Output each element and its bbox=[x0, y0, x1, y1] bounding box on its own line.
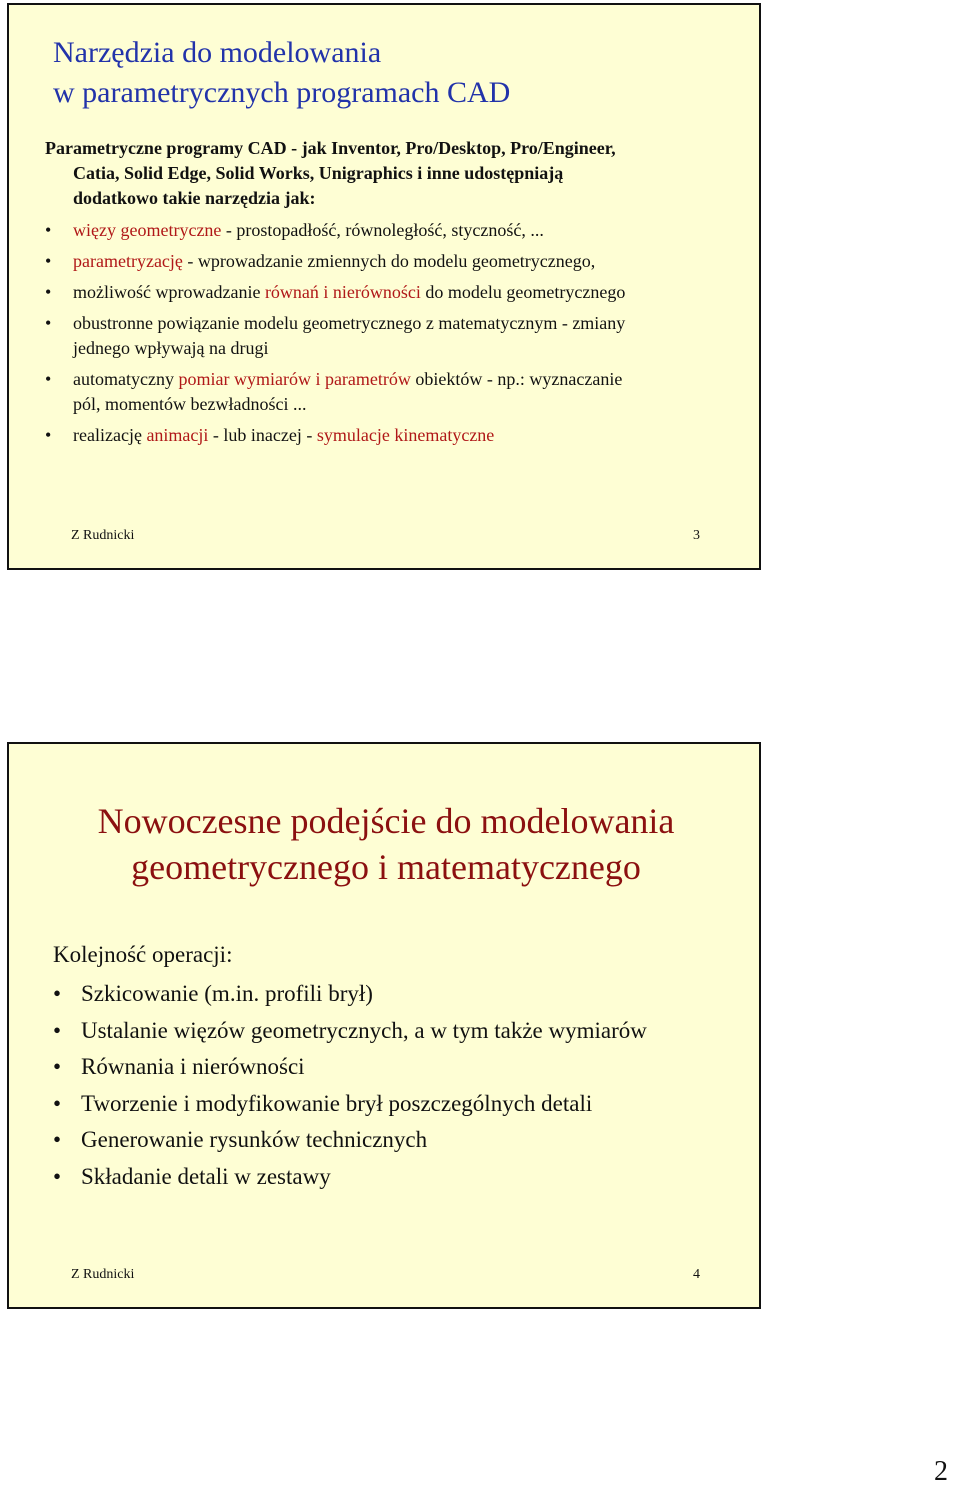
footer-author: Z Rudnicki bbox=[71, 528, 135, 543]
slide-3-title bbox=[53, 33, 510, 113]
bullet-highlight: równań i nierówności bbox=[264, 282, 421, 302]
slide-4-title bbox=[9, 798, 763, 890]
bullet-text: Tworzenie i modyfikowanie brył poszczególnych detali bbox=[81, 1090, 593, 1116]
bullet-text: Równania i nierówności bbox=[81, 1054, 305, 1079]
bullet-highlight: symulacje kinematyczne bbox=[316, 425, 495, 445]
list-item bbox=[45, 249, 745, 274]
bullet-text: pól, momentów bezwładności ... bbox=[73, 394, 307, 414]
slide-3-intro-line-2: Catia, Solid Edge, Solid Works, Unigraphics i inne udostępniają bbox=[73, 163, 564, 183]
bullet-icon: • bbox=[45, 425, 52, 445]
slide-4 bbox=[7, 742, 761, 1309]
list-item bbox=[45, 367, 745, 417]
bullet-text: jednego wpływają na drugi bbox=[73, 338, 269, 358]
bullet-icon: • bbox=[53, 1127, 62, 1152]
bullet-text: - prostopadłość, równoległość, styczność, ... bbox=[221, 220, 544, 240]
list-item bbox=[53, 1086, 647, 1123]
list-item bbox=[45, 311, 745, 361]
bullet-icon: • bbox=[45, 369, 52, 389]
list-item bbox=[53, 1049, 647, 1086]
bullet-highlight: pomiar wymiarów i parametrów bbox=[178, 369, 411, 389]
bullet-text: - wprowadzanie zmiennych do modelu geometrycznego, bbox=[182, 251, 596, 271]
slide-3-bullet-list bbox=[45, 218, 745, 454]
list-item bbox=[53, 1159, 647, 1196]
slide-4-title-line-2: geometrycznego i matematycznego bbox=[131, 847, 641, 887]
bullet-text: Składanie detali w zestawy bbox=[81, 1163, 331, 1189]
footer-author: Z Rudnicki bbox=[71, 1267, 135, 1282]
bullet-text: realizację bbox=[73, 425, 147, 445]
bullet-icon: • bbox=[53, 981, 62, 1006]
bullet-icon: • bbox=[45, 251, 52, 271]
bullet-icon: • bbox=[45, 220, 52, 240]
bullet-text: obiektów - np.: wyznaczanie bbox=[410, 369, 623, 389]
bullet-icon: • bbox=[53, 1090, 62, 1116]
bullet-highlight: animacji bbox=[146, 425, 209, 445]
bullet-text: - lub inaczej - bbox=[208, 425, 317, 445]
bullet-text: możliwość wprowadzanie bbox=[73, 282, 265, 302]
slide-3-title-line-2: w parametrycznych programach CAD bbox=[53, 76, 511, 109]
list-item bbox=[45, 218, 745, 243]
slide-3 bbox=[7, 3, 761, 570]
slide-4-bullet-list bbox=[53, 976, 647, 1195]
bullet-text: Szkicowanie (m.in. profili brył) bbox=[81, 981, 373, 1006]
list-item bbox=[53, 1122, 647, 1159]
list-item bbox=[45, 280, 745, 305]
slide-3-title-line-1: Narzędzia do modelowania bbox=[53, 36, 382, 69]
slide-3-intro-line-1: Parametryczne programy CAD - jak Inventor, Pro/Desktop, Pro/Engineer, bbox=[45, 138, 616, 158]
bullet-text: automatyczny bbox=[73, 369, 179, 389]
slide-3-intro-line-3: dodatkowo takie narzędzia jak: bbox=[73, 188, 316, 208]
list-item bbox=[53, 1013, 647, 1050]
bullet-icon: • bbox=[53, 1054, 62, 1079]
bullet-icon: • bbox=[45, 282, 52, 302]
slide-3-intro bbox=[45, 136, 735, 211]
bullet-icon: • bbox=[45, 313, 52, 333]
bullet-text: obustronne powiązanie modelu geometrycznego z matematycznym - zmiany bbox=[73, 313, 626, 333]
slide-number: 3 bbox=[693, 528, 700, 543]
slide-4-title-line-1: Nowoczesne podejście do modelowania bbox=[97, 801, 675, 841]
list-item bbox=[53, 976, 647, 1013]
bullet-icon: • bbox=[53, 1017, 62, 1043]
page-number: 2 bbox=[934, 1456, 948, 1487]
bullet-icon: • bbox=[53, 1163, 62, 1189]
list-item bbox=[45, 423, 745, 448]
bullet-text: Generowanie rysunków technicznych bbox=[81, 1127, 428, 1152]
bullet-text: Ustalanie więzów geometrycznych, a w tym także wymiarów bbox=[81, 1017, 647, 1043]
bullet-highlight: parametryzację bbox=[73, 251, 183, 271]
slide-4-intro: Kolejność operacji: bbox=[53, 942, 233, 967]
bullet-text: do modelu geometrycznego bbox=[420, 282, 626, 302]
slide-number: 4 bbox=[693, 1267, 700, 1282]
bullet-highlight: więzy geometryczne bbox=[73, 220, 222, 240]
